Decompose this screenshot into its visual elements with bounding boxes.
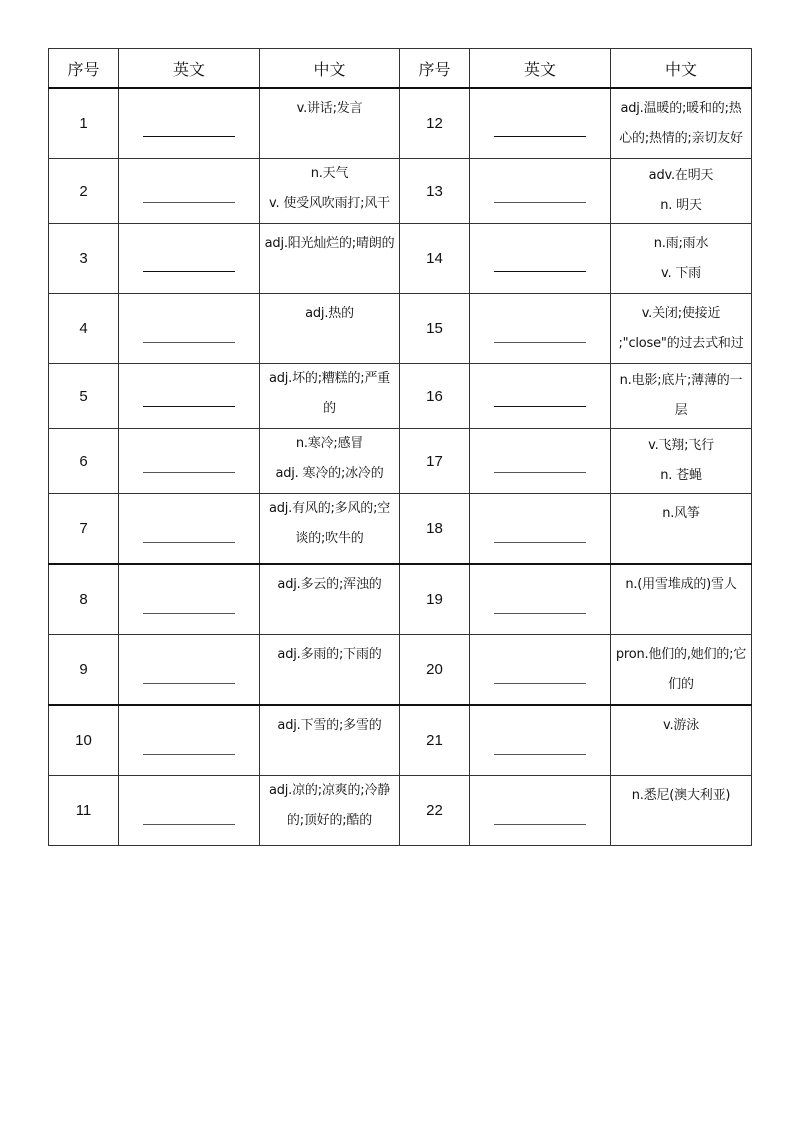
chinese-meaning-line: 们的 [668,676,694,692]
answer-underline [494,754,586,755]
english-answer-blank[interactable] [119,494,260,565]
answer-underline [494,271,586,272]
table-row [49,776,752,846]
item-number: 19 [400,564,470,635]
chinese-meaning-line: v.讲话;发言 [296,101,363,116]
chinese-meaning-line: n.电影;底片;薄薄的一 [619,373,743,388]
item-number: 2 [49,159,119,224]
english-answer-blank[interactable] [470,635,611,706]
chinese-meaning [260,159,400,224]
item-number: 14 [400,224,470,294]
chinese-meaning-line: adj.凉的;凉爽的;冷静 [268,783,391,798]
chinese-meaning-line: 心的;热情的;亲切友好 [619,130,743,146]
english-answer-blank[interactable] [119,429,260,494]
chinese-meaning [260,294,400,364]
answer-underline [494,136,586,137]
table-row [49,88,752,159]
chinese-meaning [611,705,752,776]
chinese-meaning-line: n.寒冷;感冒 [295,436,364,451]
chinese-meaning-line: pron.他们的,她们的;它 [615,646,747,662]
header-en-left: 英文 [119,49,260,89]
item-number: 20 [400,635,470,706]
answer-underline [143,472,235,473]
item-number: 11 [49,776,119,846]
english-answer-blank[interactable] [119,88,260,159]
chinese-meaning-line: adj.热的 [305,306,354,321]
table-row [49,564,752,635]
answer-underline [143,406,235,407]
answer-underline [143,136,235,137]
item-number: 22 [400,776,470,846]
header-num-right: 序号 [400,49,470,89]
item-number: 17 [400,429,470,494]
answer-underline [494,202,586,203]
table-row [49,494,752,565]
header-cn-left: 中文 [260,49,400,89]
english-answer-blank[interactable] [119,364,260,429]
item-number: 5 [49,364,119,429]
answer-underline [494,406,586,407]
english-answer-blank[interactable] [119,705,260,776]
answer-underline [143,271,235,272]
chinese-meaning [611,224,752,294]
vocabulary-rows [49,88,752,846]
answer-underline [143,342,235,343]
header-cn-right: 中文 [611,49,752,89]
english-answer-blank[interactable] [470,224,611,294]
chinese-meaning [611,776,752,846]
chinese-meaning [611,494,752,565]
table-row [49,224,752,294]
english-answer-blank[interactable] [470,494,611,565]
english-answer-blank[interactable] [119,224,260,294]
item-number: 9 [49,635,119,706]
item-number: 16 [400,364,470,429]
english-answer-blank[interactable] [119,776,260,846]
english-answer-blank[interactable] [470,159,611,224]
answer-underline [494,542,586,543]
chinese-meaning-line: adj.多云的;浑浊的 [277,577,382,592]
chinese-meaning-line: 的;顶好的;酷的 [286,813,373,828]
answer-underline [143,542,235,543]
english-answer-blank[interactable] [119,564,260,635]
chinese-meaning [260,88,400,159]
chinese-meaning-line: v. 使受风吹雨打;风干 [269,196,390,211]
english-answer-blank[interactable] [470,564,611,635]
answer-underline [494,342,586,343]
item-number: 15 [400,294,470,364]
table-row [49,635,752,706]
answer-underline [143,613,235,614]
english-answer-blank[interactable] [119,635,260,706]
table-row [49,705,752,776]
vocabulary-table [48,48,752,846]
chinese-meaning-line: ;"close"的过去式和过 [618,335,744,351]
table-row [49,429,752,494]
chinese-meaning [611,564,752,635]
chinese-meaning [260,776,400,846]
chinese-meaning-line: adj.坏的;糟糕的;严重 [268,371,391,386]
chinese-meaning [611,429,752,494]
english-answer-blank[interactable] [470,429,611,494]
chinese-meaning [611,364,752,429]
item-number: 18 [400,494,470,565]
table-row [49,294,752,364]
chinese-meaning [260,364,400,429]
chinese-meaning-line: adj.下雪的;多雪的 [277,718,382,733]
english-answer-blank[interactable] [119,159,260,224]
chinese-meaning-line: 的 [323,401,336,416]
chinese-meaning [260,224,400,294]
item-number: 6 [49,429,119,494]
chinese-meaning [260,564,400,635]
english-answer-blank[interactable] [470,705,611,776]
item-number: 7 [49,494,119,565]
chinese-meaning [260,429,400,494]
chinese-meaning [611,294,752,364]
chinese-meaning [611,88,752,159]
chinese-meaning-line: v.游泳 [662,718,700,733]
item-number: 10 [49,705,119,776]
answer-underline [143,824,235,825]
chinese-meaning-line: v. 下雨 [661,265,701,281]
chinese-meaning-line: n.雨;雨水 [653,235,709,251]
english-answer-blank[interactable] [470,294,611,364]
item-number: 21 [400,705,470,776]
header-num-left: 序号 [49,49,119,89]
answer-underline [494,613,586,614]
chinese-meaning-line: n.风筝 [662,506,700,521]
english-answer-blank[interactable] [470,364,611,429]
chinese-meaning-line: adj.阳光灿烂的;晴朗的 [264,236,395,251]
chinese-meaning-line: adj. 寒冷的;冰冷的 [275,466,384,481]
chinese-meaning [260,705,400,776]
chinese-meaning-line: n.天气 [310,166,349,181]
chinese-meaning-line: n.悉尼(澳大利亚) [631,788,731,803]
chinese-meaning-line: n. 苍蝇 [660,468,702,483]
answer-underline [494,824,586,825]
item-number: 3 [49,224,119,294]
english-answer-blank[interactable] [470,88,611,159]
chinese-meaning-line: 谈的;吹牛的 [295,531,364,546]
item-number: 1 [49,88,119,159]
chinese-meaning-line: n. 明天 [660,198,702,213]
chinese-meaning-line: adj.有风的;多风的;空 [268,501,391,516]
answer-underline [494,683,586,684]
item-number: 8 [49,564,119,635]
header-en-right: 英文 [470,49,611,89]
chinese-meaning-line: 层 [674,403,688,418]
chinese-meaning-line: adv.在明天 [648,168,714,183]
item-number: 12 [400,88,470,159]
chinese-meaning-line: v.飞翔;飞行 [648,438,714,453]
item-number: 13 [400,159,470,224]
table-row [49,159,752,224]
answer-underline [143,754,235,755]
answer-underline [143,683,235,684]
vocabulary-worksheet [48,48,751,846]
item-number: 4 [49,294,119,364]
english-answer-blank[interactable] [470,776,611,846]
header-row [49,49,752,89]
chinese-meaning [260,494,400,565]
answer-underline [494,472,586,473]
english-answer-blank[interactable] [119,294,260,364]
answer-underline [143,202,235,203]
chinese-meaning-line: adj.温暖的;暖和的;热 [620,100,742,116]
chinese-meaning [611,635,752,706]
chinese-meaning [260,635,400,706]
chinese-meaning-line: v.关闭;使接近 [641,305,721,321]
chinese-meaning-line: n.(用雪堆成的)雪人 [625,577,737,592]
chinese-meaning [611,159,752,224]
table-row [49,364,752,429]
chinese-meaning-line: adj.多雨的;下雨的 [277,647,382,662]
